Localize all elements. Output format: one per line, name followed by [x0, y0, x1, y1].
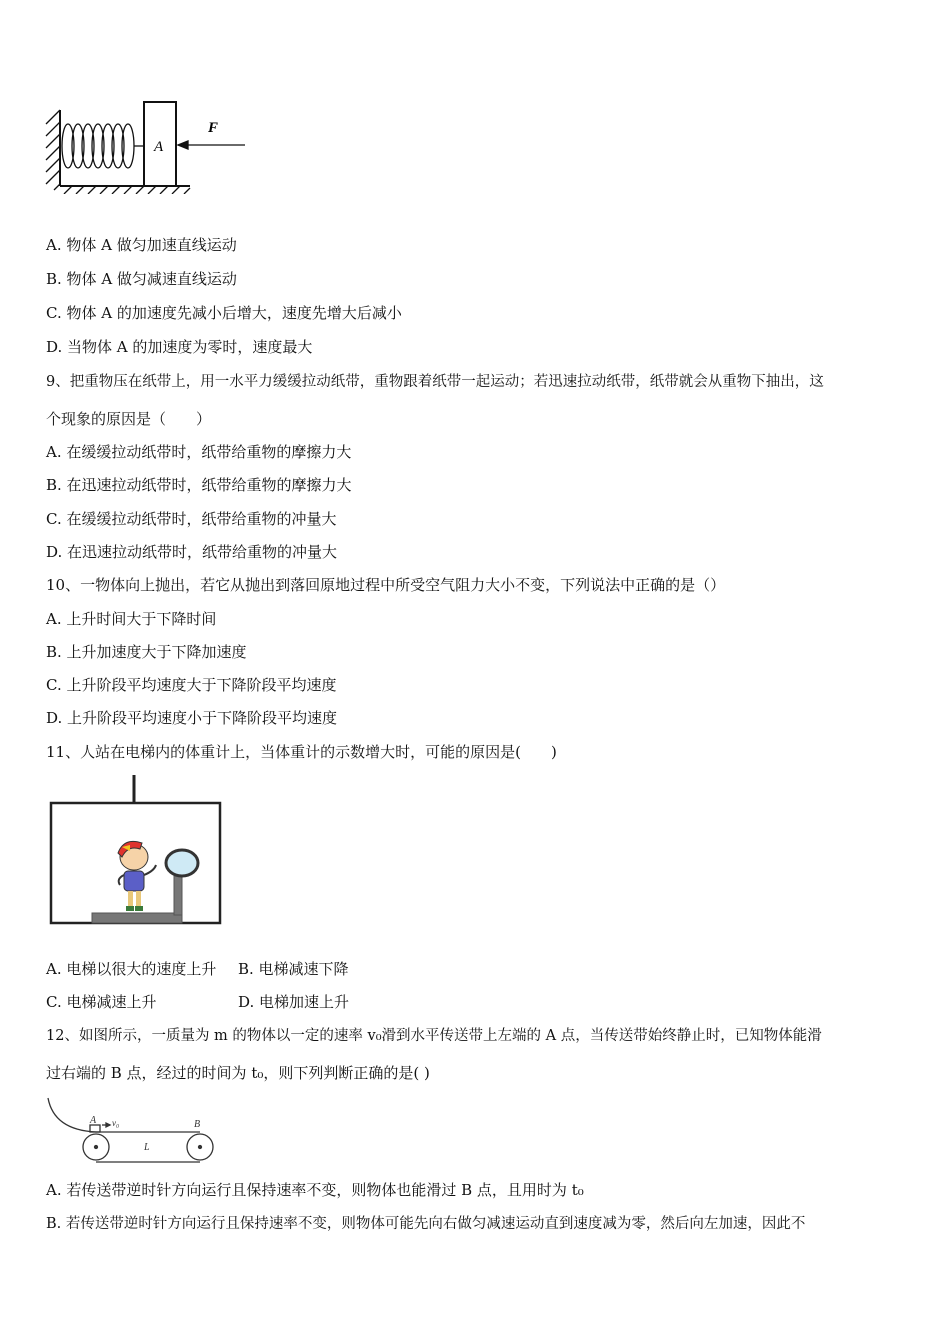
q10-option-a: A. 上升时间大于下降时间 [46, 610, 217, 628]
point-a-label: A [90, 1115, 97, 1126]
q8-option-b: B. 物体 A 做匀减速直线运动 [46, 270, 237, 288]
q9-option-c: C. 在缓缓拉动纸带时，纸带给重物的冲量大 [46, 510, 337, 528]
q12-option-a: A. 若传送带逆时针方向运行且保持速率不变，则物体也能滑过 B 点，且用时为 t₀ [46, 1181, 584, 1199]
q8-option-a: A. 物体 A 做匀加速直线运动 [46, 236, 237, 254]
block-label: A [154, 139, 164, 155]
q11-stem: 11、人站在电梯内的体重计上，当体重计的示数增大时，可能的原因是( ) [46, 743, 557, 761]
q10-option-b: B. 上升加速度大于下降加速度 [46, 643, 247, 661]
point-b-label: B [194, 1119, 201, 1130]
q11-option-c: C. 电梯减速上升 [46, 993, 157, 1011]
q11-option-b: B. 电梯减速下降 [238, 960, 349, 978]
q9-option-a: A. 在缓缓拉动纸带时，纸带给重物的摩擦力大 [46, 443, 352, 461]
q9-stem-line2: 个现象的原因是（ ） [46, 410, 212, 428]
q10-option-c: C. 上升阶段平均速度大于下降阶段平均速度 [46, 676, 337, 694]
q11-option-a: A. 电梯以很大的速度上升 [46, 960, 217, 978]
q8-option-d: D. 当物体 A 的加速度为零时，速度最大 [46, 338, 313, 356]
q8-option-c: C. 物体 A 的加速度先减小后增大，速度先增大后减小 [46, 304, 402, 322]
spring-block-figure [40, 98, 252, 194]
q12-stem-line2: 过右端的 B 点，经过的时间为 t₀，则下列判断正确的是( ) [46, 1064, 430, 1082]
conveyor-figure [44, 1094, 216, 1166]
q11-option-d: D. 电梯加速上升 [238, 993, 350, 1011]
elevator-figure [48, 775, 224, 927]
q9-option-d: D. 在迅速拉动纸带时，纸带给重物的冲量大 [46, 543, 338, 561]
q10-stem: 10、一物体向上抛出，若它从抛出到落回原地过程中所受空气阻力大小不变，下列说法中正确的是（） [46, 576, 726, 594]
q12-stem-line1: 12、如图所示，一质量为 m 的物体以一定的速率 v₀滑到水平传送带上左端的 A 点，当传送带始终静止时，已知物体能滑 [46, 1028, 822, 1044]
q10-option-d: D. 上升阶段平均速度小于下降阶段平均速度 [46, 709, 338, 727]
q12-option-b: B. 若传送带逆时针方向运行且保持速率不变，则物体可能先向右做匀减速运动直到速度减为零，然后向左加速，因此不 [46, 1216, 806, 1232]
length-label: L [144, 1142, 150, 1153]
q9-option-b: B. 在迅速拉动纸带时，纸带给重物的摩擦力大 [46, 476, 352, 494]
child-icon [118, 841, 156, 911]
force-label: F [208, 120, 219, 136]
q9-stem-line1: 9、把重物压在纸带上，用一水平力缓缓拉动纸带，重物跟着纸带一起运动；若迅速拉动纸带，纸带就会从重物下抽出，这 [46, 374, 824, 390]
velocity-label: v₀ [112, 1118, 120, 1128]
